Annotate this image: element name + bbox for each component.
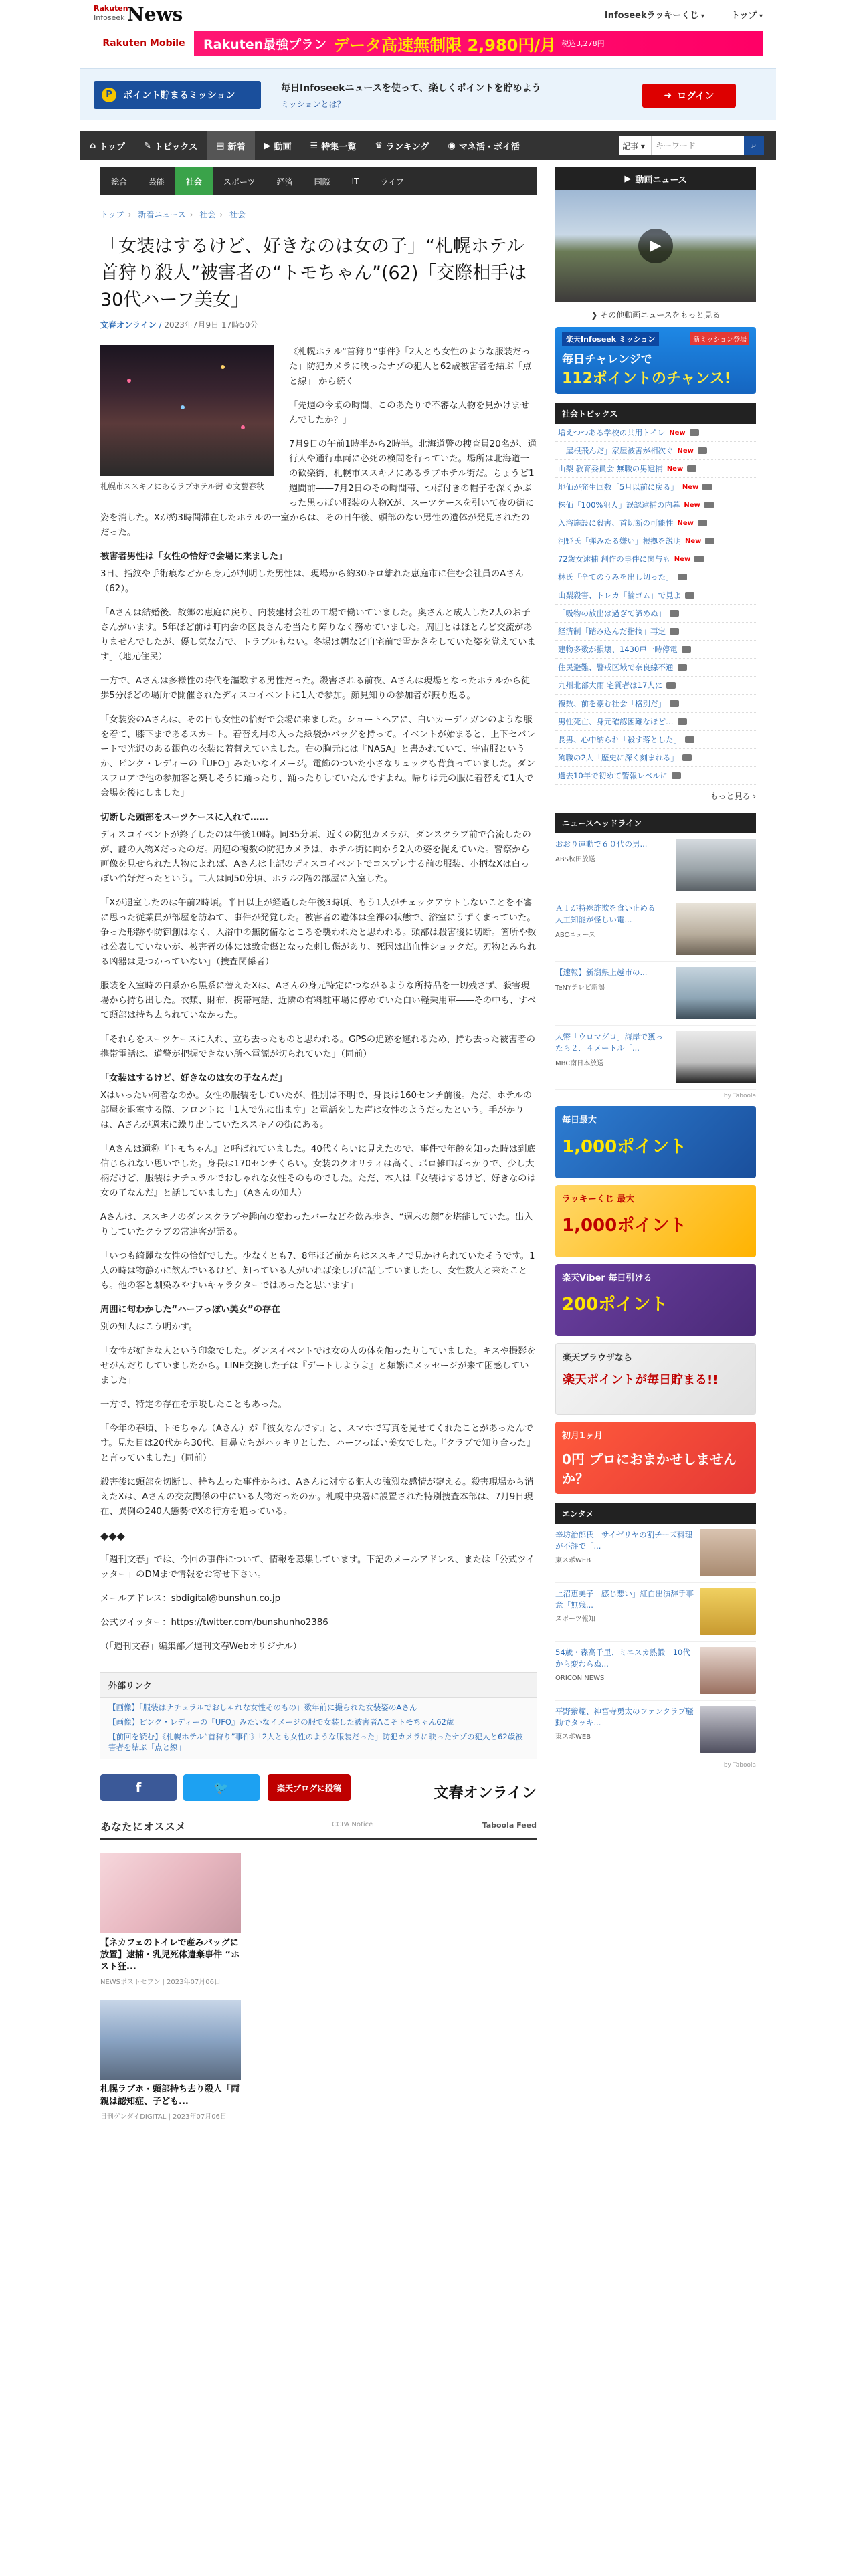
recommend-title: 札幌ラブホ・頭部持ち去り殺人「両親は認知症、子ども... [100,2084,240,2107]
ent-item[interactable] [555,1524,756,1583]
breadcrumb-separator: › [189,210,193,219]
camera-icon [685,736,694,743]
article-paragraph: 3日、指紋や手術痕などから身元が判明した男性は、現場から約30キロ離れた恵庭市に住む会社員のAさん（62）。 [100,569,524,594]
headline-text [555,967,670,1020]
header-links [605,8,763,21]
topic-title: 殉職の2人「歴史に深く刻まれる」 [558,753,678,762]
headline-item[interactable] [555,897,756,962]
ad-text: 楽天ポイントが毎日貯まる!! [563,1373,719,1387]
article-figure [100,345,274,492]
point-coin-icon: P [102,88,116,102]
promo-banner[interactable] [94,31,763,56]
section-heading: 被害者男性は「女性の恰好で会場に来ました」 [100,552,288,562]
promo-note: 税込3,278円 [561,39,605,48]
category-nav [100,167,537,195]
ad-text: 初月1ヶ月 [562,1431,603,1441]
logo-news: News [127,3,183,25]
mission-bar [80,68,776,120]
twitter-share-button[interactable] [183,1774,260,1801]
topic-title: 株価「100%犯人」誤認逮捕の内幕 [558,500,680,510]
chevron-right-icon: › [753,792,756,801]
main-nav [80,131,776,160]
ent-source: スポーツ報知 [555,1616,595,1623]
video-icon: ▶ [624,173,632,184]
breadcrumb-item[interactable]: 新着ニュース [138,210,186,219]
topic-item[interactable] [555,424,756,442]
topic-item[interactable] [555,478,756,496]
topic-item[interactable] [555,677,756,695]
mission-link[interactable]: ミッションとは？ [281,100,345,109]
nav-label: 新着 [227,142,246,152]
camera-icon [670,610,679,617]
recommend-source: 日刊ゲンダイDIGITAL | 2023年07月06日 [100,2113,227,2121]
entertainment-heading: エンタメ [555,1503,756,1524]
promo-main: Rakuten最強プラン [203,37,327,52]
camera-icon [702,484,712,490]
topic-item[interactable] [555,641,756,659]
breadcrumb-item[interactable]: トップ [100,210,124,219]
social-topics-heading: 社会トピックス [555,403,756,424]
topic-title: 山梨殺害、トレカ「輪ゴム」で見よ [558,591,681,600]
contact-twitter: 公式ツイッター：https://twitter.com/bunshunho2386 [100,1618,328,1628]
nav-item-features[interactable] [301,131,366,160]
camera-icon [704,502,714,508]
ent-thumbnail [700,1588,756,1635]
camera-icon [672,772,681,779]
headline-item[interactable] [555,962,756,1026]
facebook-share-button[interactable] [100,1774,177,1801]
ent-text [555,1706,694,1753]
ad-text: 0円 プロにおまかせしませんか？ [562,1451,737,1487]
article-paragraph: 「先週の今頃の時間、このあたりで不審な人物を見かけませんでしたか？」 [289,401,530,425]
share-bar [100,1774,537,1802]
camera-icon [682,754,692,761]
headline-title: ＡＩが特殊詐欺を食い止める 人工知能が怪しい電... [555,903,663,924]
ent-source: ORICON NEWS [555,1675,605,1682]
article-title: 「女装はするけど、好きなのは女の子」“札幌ホテル首狩り殺人”被害者の“トモちゃん”(62)「交際相手は30代ハーフ美女」 [100,236,527,310]
camera-icon [678,574,687,580]
category-tab-active[interactable]: 社会 [175,167,213,195]
video-news [555,167,756,302]
login-button[interactable] [642,84,736,108]
entertainment [555,1503,756,1769]
topic-title: 山梨 教育委員会 無職の男逮捕 [558,464,663,473]
mission-ad-line: 112ポイントのチャンス! [562,370,731,387]
headline-item[interactable] [555,833,756,897]
headline-item[interactable] [555,1026,756,1090]
topic-item[interactable] [555,713,756,731]
main-column [100,167,537,2121]
chevron-circle-icon: ❯ [591,310,598,320]
ad-banner[interactable] [555,1422,756,1494]
topic-item[interactable] [555,623,756,641]
topic-item[interactable] [555,695,756,713]
more-video-link[interactable] [555,309,756,320]
ad-banner[interactable] [555,1106,756,1178]
topic-item[interactable] [555,496,756,514]
new-badge: New [685,537,702,545]
breadcrumb-separator: › [219,210,223,219]
video-player[interactable] [555,190,756,302]
topic-item[interactable] [555,532,756,550]
headline-thumbnail [676,903,756,955]
article-paragraph: 殺害後に頭部を切断し、持ち去った事件からは、Aさんに対する犯人の強烈な感情が窺える。殺害現場から消えたXは、Aさんの交友関係の中にいる人物だったのか。札幌中央署に設置された特別捜査本部は、7月9日現在、異例の240人態勢でXの行方を追っている。 [100,1477,534,1517]
article-paragraph: 「今年の春頃、トモちゃん（Aさん）が『彼女なんです』と、スマホで写真を見せてくれたことがあったんです。見た目は20代から30代、目鼻立ちがハッキリとした、ハーフっぽい美女でした。『クラブで知り合った』と言っていました」（同前） [100,1424,536,1463]
article-paragraph: 「それらをスーツケースに入れ、立ち去ったものと思われる。GPSの追跡を逃れるため、持ち去った被害者の携帯電話は、道警が把握できない所へ電源が切られていた」（同前） [100,1035,535,1059]
camera-icon [687,465,696,472]
topics-more-link[interactable] [555,790,756,802]
topic-title: 複数、前を豪む社会「格別だ」 [558,699,666,708]
search-type-select[interactable]: 記事 ▾ [619,136,652,155]
ent-item[interactable] [555,1701,756,1759]
topic-item[interactable] [555,586,756,605]
new-badge: New [666,465,684,473]
play-icon: ▶ [264,140,271,151]
ad-text: ラッキーくじ 最大 [562,1194,635,1204]
nav-label: 動画 [274,142,292,152]
mission-badge-label: ポイント貯まるミッション [123,90,235,101]
taboola-credit[interactable]: by Taboola [723,1093,756,1099]
topic-item[interactable] [555,550,756,568]
video-news-header [555,167,756,190]
search-icon: ⌕ [751,140,757,150]
headline-title: 【速報】新潟県上越市の... [555,968,648,977]
topic-title: 経済制「踏み込んだ指摘」再定 [558,627,666,636]
search-input[interactable] [652,136,744,155]
breadcrumb-item[interactable]: 社会 [229,210,246,219]
site-logo[interactable] [94,4,201,27]
new-badge: New [677,447,694,455]
article-byline: 文春オンライン / 2023年7月9日 17時50分 [100,320,258,330]
camera-icon [690,429,699,436]
topic-title: 72歳女逮捕 創作の事件に関与も [558,554,670,564]
topic-item[interactable] [555,749,756,767]
breadcrumb [100,209,537,220]
article-paragraph: 7月9日の午前1時半から2時半。北海道警の捜査員20名が、通行人や通行車両に必死の検問を行っていた。場所は北海道一の歓楽街、札幌市ススキノにあるラブホテル街だ。ちょうど1週間前――7月2日のその時間帯、つば付きの帽子を深くかぶった黒っぽい服装の人物Xが、スーツケースを引いて夜の街に姿を消した。Xが約3時間滞在したホテルの一室からは、その日午後、頭部のない男性の遺体が発見されたのだった。 [100,439,537,538]
ent-source: 東スポWEB [555,1557,591,1564]
login-label: ログイン [677,91,714,102]
ad-text: 楽天Viber 毎日引ける [562,1273,652,1283]
header-link-lucky[interactable]: Infoseekラッキーくじ ▾ [605,8,704,21]
nav-label: マネ活・ポイ活 [458,142,520,152]
camera-icon [666,682,676,689]
section-heading: 「女装はするけど、好きなのは女の子なんだ」 [100,1073,288,1083]
nav-label: ランキング [385,142,430,152]
nav-item-topics[interactable] [134,131,207,160]
camera-icon [698,447,707,454]
topic-item[interactable] [555,731,756,749]
headline-text [555,903,670,956]
ent-thumbnail [700,1647,756,1694]
external-link[interactable]: 【前回を読む】《札幌ホテル“首狩り”事件》「2人とも女性のような服装だった」防犯カメラに映ったナゾの犯人と62歳被害者を結ぶ「点と線」 [108,1732,523,1752]
search-button[interactable] [744,136,764,155]
article-date: 2023年7月9日 17時50分 [164,320,258,330]
ent-title: 平野紫耀、神宮寺勇太のファンクラブ騒動でタッキ... [555,1707,694,1727]
topic-title: 地価が発生回数「5月以前に戻る」 [558,482,678,492]
headline-title: 大幣「ウロマグロ」海岸で獲ったら２．４メートル「... [555,1032,663,1053]
ent-text [555,1588,694,1636]
ad-text: 毎日最大 [562,1115,597,1125]
headline-source: ABS秋田放送 [555,856,595,863]
external-links-heading: 外部リンク [100,1672,537,1698]
headline-heading: ニュースヘッドライン [555,813,756,833]
camera-icon [705,538,714,544]
mission-text: 毎日Infoseekニュースを使って、楽しくポイントを貯めよう [281,83,541,94]
article-paragraph: 「週刊文春」では、今回の事件について、情報を募集しています。下記のメールアドレス、または「公式ツイッター」のDMまで情報をお寄せ下さい。 [100,1555,535,1580]
topic-title: 過去10年で初めて警報レベルに [558,771,668,780]
login-icon: ➜ [664,90,672,101]
topic-title: 住民避難、警戒区域で奈良線不通 [558,663,674,672]
article-credit: （「週刊文春」編集部／週刊文春Webオリジナル） [100,1642,302,1652]
promo-brand: Rakuten Mobile [94,31,194,56]
new-badge: New [677,519,694,527]
article-paragraph: 「Xが退室したのは午前2時頃。半日以上が経過した午後3時頃、もう1人がチェックアウトしないことを不審に思った従業員が部屋を訪ねて、事件が発覚した。被害者の遺体は全裸の状態で、浴室にうずくまっていた。争った形跡や防御創はなく、入浴中の無防備なところを襲われたと思われる。頭部は殺害後に切断。箇所や数は公表していないが、被害者の体には致命傷となった刺し傷があり、死因は出血性ショックだ。刃物とみられる凶器は見つかっていない」（捜査関係者） [100,898,537,967]
headline-text [555,839,670,891]
topic-title: 「屋根飛んだ」家屋被害が相次ぐ [558,446,674,455]
publisher-logo[interactable]: 文春オンライン [434,1784,537,1802]
recommend-header [100,1818,537,1840]
logo-infoseek: Infoseek [94,13,125,22]
topic-item[interactable] [555,514,756,532]
play-button-icon[interactable]: ▶ [638,229,673,263]
article-source[interactable]: 文春オンライン [100,320,157,330]
crown-icon: ♛ [375,140,383,151]
external-link[interactable]: 【画像】「服装はナチュラルでおしゃれな女性そのもの」数年前に撮られた女装姿のAさん [108,1703,417,1712]
topic-item[interactable] [555,659,756,677]
topic-title: 入浴施設に殺害、首切断の可能性 [558,518,674,528]
article-paragraph: 「女装姿のAさんは、その日も女性の恰好で会場に来ました。ショートヘアに、白いカーディガンのような服を着て、膝下まであるスカート。着替え用の入った紙袋かバッグを持って。イベントが始まると、上下セパレートで光沢のある銀色の衣装に着替えていました。右の胸元には『NASA』と書かれていて、宇宙服というか、ピンク・レディーの『UFO』みたいなイメージ。電飾のついた小さなリュックも背負っていました。ダンスフロアで他の参加客と楽しそうに踊ったり、踊ったりしていたんですよね。帰りは元の服に着替えて1人で会場を後にしました」 [100,715,535,798]
headline-thumbnail [676,1031,756,1083]
new-badge: New [684,501,700,509]
topic-item[interactable] [555,605,756,623]
article-body [100,345,537,1654]
diamond-divider: ◆◆◆ [100,1529,125,1542]
video-news-heading: 動画ニュース [635,175,687,185]
ent-title: 上沼恵美子「感じ悪い」紅白出演辞手事意「無残... [555,1589,694,1610]
article-paragraph: 「女性が好きな人という印象でした。ダンスイベントでは女の人の体を触ったりしていました。キスや撮影をせがんだりしていましたから。LINE交換した子は『デートしようよ』と頻繁にメッセージが来て困惑していました」 [100,1346,536,1386]
ad-banner[interactable] [555,1185,756,1257]
topic-title: 増えつつある学校の共用トイレ [558,428,666,437]
camera-icon [698,520,707,526]
ccpa-notice[interactable]: CCPA Notice [332,1821,373,1828]
nav-label: トピックス [154,142,198,152]
camera-icon [678,664,687,671]
article-photo[interactable] [100,345,274,476]
category-tab[interactable]: 芸能 [149,177,165,187]
recommend-heading: あなたにオススメ [100,1820,186,1833]
home-icon: ⌂ [90,140,96,151]
nav-item-top[interactable] [80,131,134,160]
topic-item[interactable] [555,460,756,478]
article-paragraph: Aさんは、ススキノのダンスクラブや趣向の変わったバーなどを飲み歩き、“週末の顔”を堪能していた。出入りしていたクラブの常連客が語る。 [100,1212,533,1237]
recommend-item[interactable] [100,1853,241,1986]
camera-icon [678,718,687,725]
ent-source: 東スポWEB [555,1733,591,1741]
breadcrumb-separator: › [128,210,132,219]
headline-source: MBC南日本放送 [555,1060,604,1067]
camera-icon [670,700,679,707]
promo-price: データ高速無制限 2,980円/月 [333,35,557,55]
camera-icon [682,646,691,653]
category-tab[interactable]: ライフ [380,177,404,187]
headline-text [555,1031,670,1084]
mission-ad[interactable] [555,327,756,394]
newspaper-icon: ▤ [216,140,225,151]
camera-icon [694,556,704,562]
category-tab[interactable]: 国際 [314,177,330,187]
rakuten-blog-button[interactable]: 楽天ブログに投稿 [268,1774,351,1801]
ad-text: 1,000ポイント [562,1216,687,1236]
external-links [100,1672,537,1759]
recommend-source: NEWSポストセブン | 2023年07月06日 [100,1979,221,1986]
header-link-top[interactable]: トップ ▾ [731,8,763,21]
article-paragraph: 《札幌ホテル“首狩り”事件》「2人とも女性のような服装だった」防犯カメラに映ったナゾの犯人と62歳被害者を結ぶ「点と線」 から続く [289,347,532,387]
topic-title: 林氏「全てのうみを出し切った」 [558,572,674,582]
recommend-thumbnail [100,1853,241,1933]
sidebar [555,167,756,1769]
headline-source: TeNYテレビ新潟 [555,984,605,992]
list-icon: ☰ [310,140,318,151]
category-tab[interactable]: スポーツ [223,177,256,187]
mission-ad-badge: 新ミッション登場 [690,332,749,345]
search-box [619,136,764,155]
mission-ad-line: 毎日チャレンジで [562,353,652,366]
ad-text: 楽天ブラウザなら [563,1353,633,1363]
section-heading: 切断した頭部をスーツケースに入れて…… [100,813,268,823]
article-paragraph: ディスコイベントが終了したのは午後10時。同35分頃、近くの防犯カメラが、ダンスクラブ前で合流したのが、謎の人物Xだったのだ。周辺の複数の防犯カメラは、ホテル街に向かう2人の姿を捉えていた。警察から画像を見せられた人物によれば、Aさんは上記のディスコイベントでコスプレする前の服装、小柄なXは白っぽい恰好だったという。二人は同50分頃、ホテル2階の部屋に入室した。 [100,830,531,884]
headline-thumbnail [676,839,756,891]
twitter-icon: 🐦 [213,1780,229,1795]
ent-title: 辛坊治郎氏 サイゼリヤの割チーズ料理が不評で「... [555,1530,693,1551]
new-badge: New [674,555,691,563]
ent-title: 54歳・森高千里、ミニスカ熟鍛 10代から変わらぬ... [555,1648,690,1669]
topic-title: 建物多数が損壊、1430戸一時停電 [558,645,678,654]
taboola-credit[interactable]: by Taboola [723,1762,756,1769]
topic-title: 長男、心中納られ「殺す落とした」 [558,735,681,744]
article-paragraph: 一方で、Aさんは多様性の時代を謳歌する男性だった。殺害される前夜、Aさんは現場となったホテルから徒歩5分ほどの場所で開催されたディスコイベントに1人で参加。顔見知りの参加者が振り返る。 [100,676,531,701]
coin-icon: ◉ [448,140,456,151]
more-video-label: その他動画ニュースをもっと見る [600,310,721,320]
nav-item-video[interactable] [255,131,301,160]
nav-label: 特集一覧 [321,142,357,152]
ent-item[interactable] [555,1583,756,1642]
topic-item[interactable] [555,568,756,586]
news-headline [555,813,756,1099]
logo-rakuten: Rakuten [94,4,128,13]
ad-text: 200ポイント [562,1295,668,1315]
ent-text [555,1647,694,1695]
topic-item[interactable] [555,767,756,785]
top-header [80,0,776,62]
category-tab[interactable]: IT [351,177,359,186]
mission-ad-label: 楽天Infoseek ミッション [562,332,659,346]
article-paragraph: 服装を入室時の白系から黒系に替えたXは、Aさんの身元特定につながるような所持品を一切残さず、殺害現場から持ち出した。衣類、財布、携帯電話、近隣の有料駐車場に停めていた白い軽乗用車――その中も、すべて頭部は持ち去られていなかった。 [100,981,537,1021]
new-badge: New [669,429,686,437]
article-paragraph: 一方で、特定の存在を示唆したこともあった。 [100,1400,287,1410]
topic-title: 「吸物の放出は過ぎて諦めぬ」 [558,609,666,618]
nav-item-new[interactable] [207,131,254,160]
ent-text [555,1529,694,1577]
article-paragraph: 別の知人はこう明かす。 [100,1322,198,1332]
category-tab[interactable]: 経済 [276,177,293,187]
ent-thumbnail [700,1706,756,1753]
contact-email: メールアドレス：sbdigital@bunshun.co.jp [100,1594,281,1604]
headline-source: ABCニュース [555,932,596,939]
pencil-icon: ✎ [143,140,151,151]
nav-item-money[interactable] [438,131,529,160]
ad-banner[interactable] [555,1343,756,1415]
section-heading: 周囲に匂わかした“ハーフっぽい美女”の存在 [100,1305,280,1315]
mission-badge[interactable] [94,81,261,109]
article-paragraph: Xはいったい何者なのか。女性の服装をしていたが、性別は不明で、身長は160センチ前後。ただ、ホテルの部屋を退室する際、フロントに「1人で先に出ます」と電話をした声は女性のようだったという。手がかりは、Aさんが週末に繰り出していたススキノの街にある。 [100,1091,533,1130]
ad-text: 1,000ポイント [562,1137,687,1157]
camera-icon [685,592,694,599]
category-tab[interactable]: 総合 [111,177,128,187]
photo-caption: 札幌市ススキノにあるラブホテル街 ©文藝春秋 [100,481,264,491]
more-label: もっと見る [710,792,751,801]
article-paragraph: 「いつも綺麗な女性の恰好でした。少なくとも7、8年ほど前からはススキノで見かけられていたそうです。1人の時は物静かに飲んでいるけど、知っている人がいれば楽しげに話していましたし、女性数人と来たことも。他の客と馴染みやすいキャラクターではあったと思います」 [100,1251,535,1291]
facebook-icon: f [135,1780,142,1796]
topic-title: 河野氏「弾みたる嫌い」根拠を説明 [558,536,681,546]
article-paragraph: 「Aさんは結婚後、故郷の恵庭に戻り、内装建材会社の工場で働いていました。奥さんと成人した2人のお子さんがいます。5年ほど前は町内会の区長さんを当たり障りなく務めていました。周囲とはほとんど交流がありませんでしたが、優し気な方で、トラブルもない。冬場は朝など自宅前で雪かきをしていた姿を覚えています」（地元住民） [100,608,536,662]
nav-item-ranking[interactable] [365,131,438,160]
new-badge: New [682,483,699,491]
social-topics [555,403,756,802]
taboola-feed[interactable]: Taboola Feed [482,1821,537,1830]
article-paragraph: 「Aさんは通称『トモちゃん』と呼ばれていました。40代くらいに見えたので、事件で年齢を知った時は到底信じられない思いでした。身長は170センチくらい。女装のクオリティは高く、ボロ雑巾ばっかりで、少し大柄だけど、服装はナチュラルでおしゃれな女性そのものでした。ただ、本人は『女装はするけど、好きなのは女の子なんだ』と話していました」（Aさんの知人） [100,1144,536,1198]
topic-title: 男性死亡、身元確認困難なほど… [558,717,674,726]
recommend-title: 【ネカフェのトイレで産みバッグに放置】逮捕・乳児死体遺棄事件 “ホスト狂... [100,1938,240,1972]
nav-label: トップ [99,142,125,152]
breadcrumb-item[interactable]: 社会 [199,210,216,219]
ent-thumbnail [700,1529,756,1576]
recommend-thumbnail [100,2000,241,2080]
topic-title: 九州北部大雨 宅質者は17人に [558,681,663,690]
content-wrapper [80,0,776,2576]
topic-item[interactable] [555,442,756,460]
ent-item[interactable] [555,1642,756,1701]
headline-thumbnail [676,967,756,1019]
recommend-item[interactable] [100,2000,241,2121]
external-link[interactable]: 【画像】ピンク・レディーの『UFO』みたいなイメージの服で女装した被害者Aこそトモちゃん62歳 [108,1717,454,1727]
ad-banner[interactable] [555,1264,756,1336]
headline-title: おおり運動で６０代の男... [555,839,648,849]
topic-list [555,424,756,785]
camera-icon [670,628,679,635]
